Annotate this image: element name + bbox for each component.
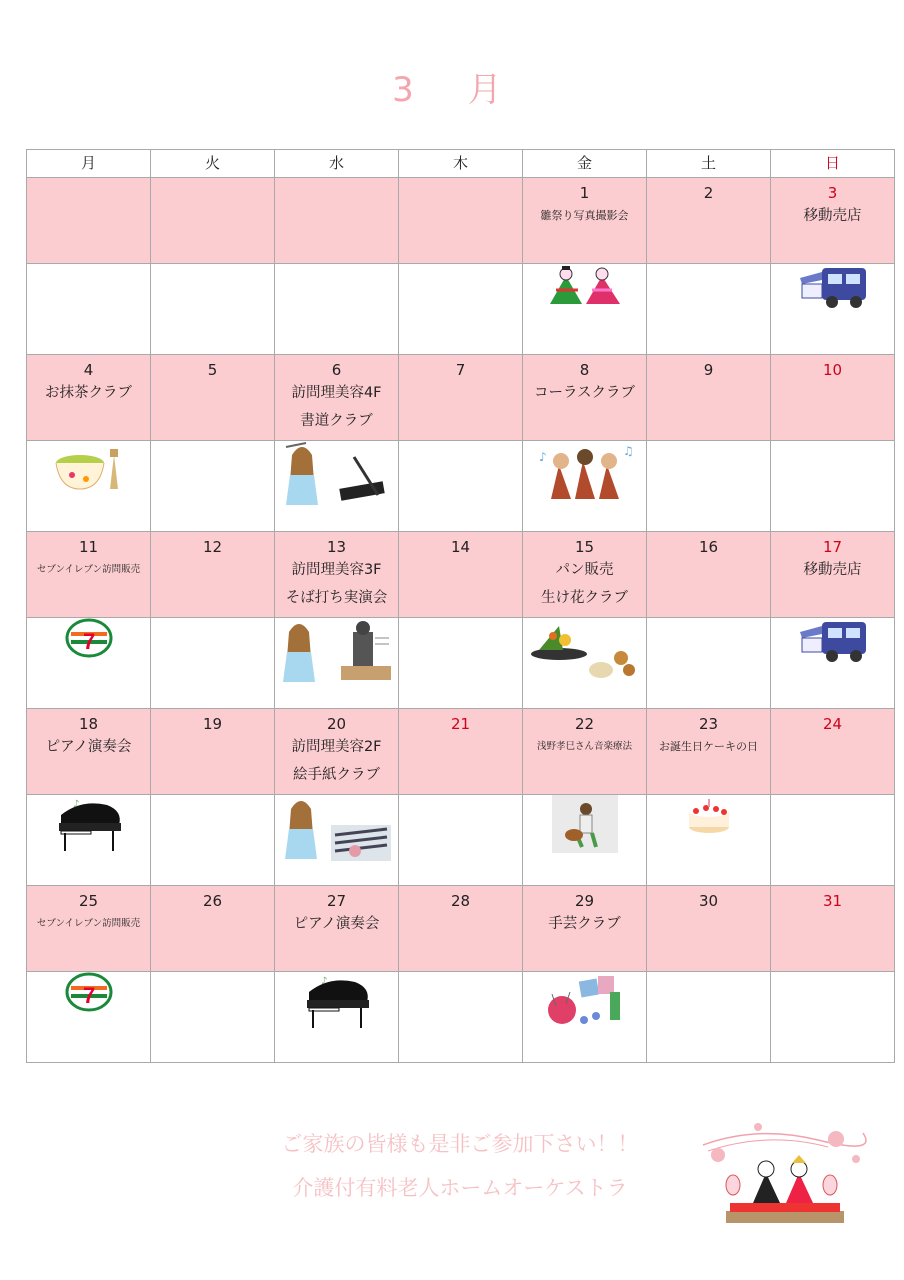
day-image-cell [399,264,523,355]
event-label: 書道クラブ [300,413,373,429]
event-label: お抹茶クラブ [45,385,132,401]
day-number: 17 [822,538,843,556]
event-label: お誕生日ケーキの日 [659,740,758,753]
day-number: 22 [574,715,595,733]
day-cell [275,709,399,795]
event-label: ピアノ演奏会 [293,916,380,932]
chorus-icon [537,441,633,503]
day-cell [771,178,895,264]
event-label: 生け花クラブ [541,590,628,606]
week-events-row [27,886,895,972]
day-image-cell [523,972,647,1063]
hairdresser-calligraphy-icon [282,441,392,513]
day-number: 31 [822,892,843,910]
week-images-row [27,795,895,886]
day-number: 2 [703,184,714,202]
day-image-cell [523,618,647,709]
day-cell [647,355,771,441]
day-number: 25 [78,892,99,910]
day-number: 12 [202,538,223,556]
day-image-cell [275,441,399,532]
day-image-cell [151,972,275,1063]
event-label: 訪問理美容4F [291,385,382,401]
day-cell [399,178,523,264]
day-cell [647,532,771,618]
piano-icon [299,972,375,1036]
hairdresser-soba-icon [279,618,395,692]
day-cell [27,886,151,972]
hina-dolls-icon [548,264,622,310]
week-events-row [27,355,895,441]
event-label: そば打ち実演会 [285,590,388,606]
week-images-row [27,972,895,1063]
day-image-cell [771,972,895,1063]
event-label: 移動売店 [803,208,862,224]
day-image-cell [27,972,151,1063]
event-label: 絵手紙クラブ [293,767,380,783]
day-cell [27,532,151,618]
day-cell [151,178,275,264]
day-number: 29 [574,892,595,910]
day-cell [647,709,771,795]
day-image-cell [27,618,151,709]
day-number: 27 [326,892,347,910]
day-cell [523,886,647,972]
event-label: 訪問理美容3F [291,562,382,578]
day-number: 26 [202,892,223,910]
day-number: 21 [450,715,471,733]
day-cell [275,886,399,972]
day-number: 6 [331,361,342,379]
weekday-header: 月 [27,150,151,178]
day-cell [275,178,399,264]
day-number: 3 [827,184,838,202]
day-number: 7 [455,361,466,379]
day-image-cell [647,972,771,1063]
day-image-cell [151,618,275,709]
day-cell [523,709,647,795]
day-image-cell [151,441,275,532]
day-number: 11 [78,538,99,556]
day-image-cell [399,795,523,886]
svg-text:♪: ♪ [320,976,327,987]
day-cell [275,532,399,618]
day-image-cell [399,972,523,1063]
day-number [399,184,522,202]
day-cell [151,355,275,441]
day-cell [27,178,151,264]
day-number [27,184,150,202]
day-image-cell [523,441,647,532]
day-image-cell [275,264,399,355]
sewing-icon [540,972,630,1032]
day-number: 16 [698,538,719,556]
day-image-cell [275,618,399,709]
week-events-row [27,532,895,618]
svg-text:♫: ♫ [622,444,633,458]
day-cell [399,886,523,972]
day-image-cell [27,441,151,532]
weekday-header: 金 [523,150,647,178]
day-cell [151,709,275,795]
day-image-cell [27,264,151,355]
day-cell [399,355,523,441]
day-image-cell [523,795,647,886]
svg-text:7: 7 [82,983,95,1008]
footer-invitation: ご家族の皆様も是非ご参加下さい！！ [281,1132,639,1156]
day-cell [771,886,895,972]
seven-eleven-icon [65,972,113,1016]
weekday-header: 土 [647,150,771,178]
day-number: 9 [703,361,714,379]
day-number: 8 [579,361,590,379]
day-cell [647,886,771,972]
event-label: 訪問理美容2F [291,739,382,755]
day-image-cell [523,264,647,355]
day-number: 15 [574,538,595,556]
event-label: セブンイレブン訪問販売 [36,564,141,575]
weekday-header: 水 [275,150,399,178]
day-image-cell [151,264,275,355]
day-image-cell [647,618,771,709]
weekday-header: 日 [771,150,895,178]
day-image-cell [27,795,151,886]
day-cell [151,886,275,972]
day-number: 19 [202,715,223,733]
day-cell [523,355,647,441]
week-events-row [27,178,895,264]
svg-text:♪: ♪ [538,450,547,464]
svg-text:♪: ♪ [72,799,79,810]
day-cell [523,532,647,618]
day-cell [27,355,151,441]
hina-dolls-footer-icon [698,1115,868,1227]
event-label: 浅野孝巳さん音楽療法 [536,741,632,752]
day-image-cell [771,441,895,532]
hairdresser-brushes-icon [281,795,393,869]
event-label: 雛祭り写真撮影会 [540,209,629,222]
piano-icon [51,795,127,859]
day-number: 28 [450,892,471,910]
matcha-icon [52,441,126,497]
page-title: 3 月 [392,70,512,110]
week-images-row [27,441,895,532]
event-label: 手芸クラブ [548,916,621,932]
day-image-cell [647,795,771,886]
day-number: 20 [326,715,347,733]
day-cell [647,178,771,264]
day-image-cell [399,441,523,532]
day-number: 24 [822,715,843,733]
day-number: 14 [450,538,471,556]
day-cell [771,709,895,795]
day-image-cell [151,795,275,886]
day-number: 5 [207,361,218,379]
day-image-cell [771,618,895,709]
day-cell [399,709,523,795]
event-label: 移動売店 [803,562,862,578]
day-image-cell [771,264,895,355]
day-number: 1 [579,184,590,202]
day-number [151,184,274,202]
weekday-header: 木 [399,150,523,178]
footer-facility-name: 介護付有料老人ホームオーケストラ [292,1176,628,1200]
day-number: 13 [326,538,347,556]
day-number: 18 [78,715,99,733]
day-number: 30 [698,892,719,910]
week-images-row [27,618,895,709]
event-label: セブンイレブン訪問販売 [36,918,141,929]
mobile-shop-truck-icon [798,264,868,314]
day-cell [27,709,151,795]
event-label: パン販売 [555,562,614,578]
day-number: 23 [698,715,719,733]
ikebana-bread-icon [529,618,641,686]
mobile-shop-truck-icon [798,618,868,668]
day-cell [771,532,895,618]
week-images-row [27,264,895,355]
day-image-cell [275,795,399,886]
day-cell [151,532,275,618]
day-cell [275,355,399,441]
day-image-cell [647,264,771,355]
day-cell [523,178,647,264]
day-cell [771,355,895,441]
event-label: ピアノ演奏会 [45,739,132,755]
day-image-cell [647,441,771,532]
day-image-cell [399,618,523,709]
weekday-header: 火 [151,150,275,178]
birthday-cake-icon [686,795,732,839]
event-label: コーラスクラブ [533,385,636,401]
seven-eleven-icon [65,618,113,662]
day-image-cell [275,972,399,1063]
day-image-cell [771,795,895,886]
calendar-grid [26,149,895,1063]
day-number [275,184,398,202]
guitarist-photo-icon [552,795,618,857]
svg-text:7: 7 [82,629,95,654]
week-events-row [27,709,895,795]
day-number: 4 [83,361,94,379]
day-cell [399,532,523,618]
day-number: 10 [822,361,843,379]
